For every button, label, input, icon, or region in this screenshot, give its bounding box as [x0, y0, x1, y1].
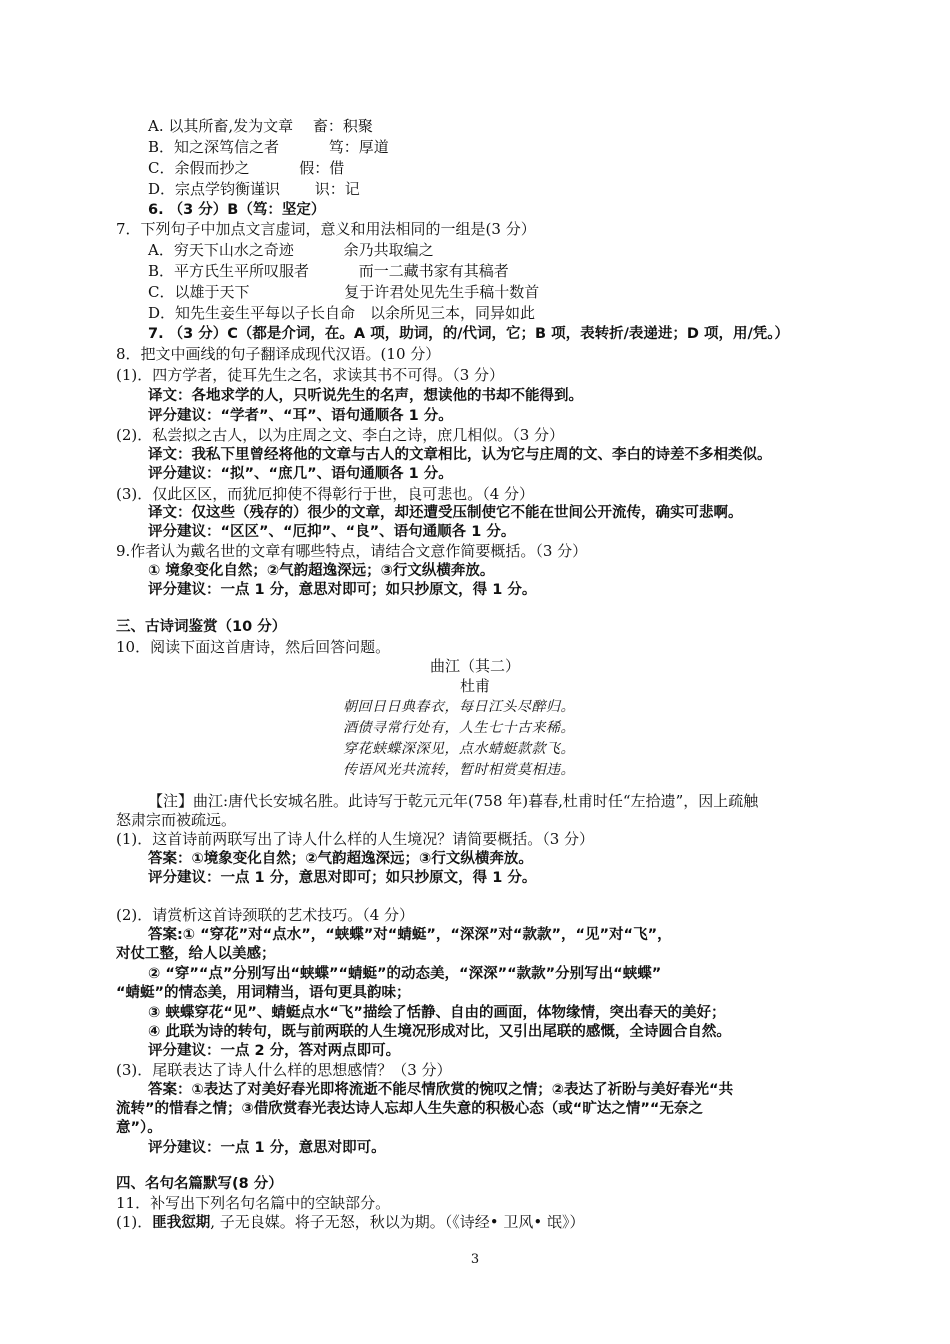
q11-part1	[116, 1212, 585, 1233]
q10-part1-answer: 答案：①境象变化自然；②气韵超逸深远；③行文纵横奔放。	[148, 851, 533, 867]
q6-option-c: C．余假而抄之 假：借	[148, 159, 345, 177]
poem-line-3: 穿花蛱蝶深深见，点水蜻蜓款款飞。	[343, 741, 575, 757]
q10-part3-answer-2: 流转”的惜春之情；③借欣赏春光表达诗人忘却人生失意的积极心态（或“旷达之情”“无奈之	[116, 1101, 703, 1117]
q10-part2-answer-1a: 答案:① “穿花”对“点水”，“蛱蝶”对“蜻蜓”，“深深”对“款款”，“见”对“飞”，	[148, 927, 672, 943]
q10-part2-answer-4: ④ 此联为诗的转句，既与前两联的人生境况形成对比，又引出尾联的感慨，全诗圆合自然。	[148, 1024, 731, 1040]
q10-part2-answer-3: ③ 蛱蝶穿花“见”、蜻蜓点水“飞”描绘了恬静、自由的画面，体物缘情，突出春天的美好；	[148, 1005, 726, 1021]
poem-note-line-1: 【注】曲江:唐代长安城名胜。此诗写于乾元元年(758 年)暮春,杜甫时任“左拾遗”，因上疏触	[148, 792, 759, 810]
q7-option-d: D．知先生妾生平每以子长自命 以余所见三本，同异如此	[148, 304, 536, 322]
q9-scoring: 评分建议：一点 1 分，意思对即可；如只抄原文，得 1 分。	[148, 582, 537, 598]
q6-answer: 6. （3 分）B（笃：坚定）	[148, 202, 326, 218]
q8-part3-question: (3)．仅此区区，而犹厄抑使不得彰行于世，良可悲也。（4 分）	[116, 485, 535, 503]
q10-part2-answer-1b: 对仗工整，给人以美感；	[116, 946, 276, 962]
q10-part2-answer-2b: “蜻蜓”的情态美，用词精当，语句更具韵味；	[116, 985, 411, 1001]
poem-author: 杜甫	[459, 677, 490, 695]
q10-part3-question: (3)．尾联表达了诗人什么样的思想感情？（3 分）	[116, 1061, 452, 1079]
section3-heading: 三、古诗词鉴赏（10 分）	[116, 619, 287, 635]
q8-part1-question: (1)．四方学者，徒耳先生之名，求读其书不可得。（3 分）	[116, 366, 505, 384]
q10-part1-scoring: 评分建议：一点 1 分，意思对即可；如只抄原文，得 1 分。	[148, 870, 537, 886]
q10-part2-answer-2a: ② “穿”“点”分别写出“蛱蝶”“蜻蜓”的动态美，“深深”“款款”分别写出“蛱蝶”	[148, 966, 662, 982]
q8-part1-scoring: 评分建议：“学者”、“耳”、语句通顺各 1 分。	[148, 408, 453, 424]
poem-line-4: 传语风光共流转，暂时相赏莫相违。	[343, 762, 575, 778]
poem-title: 曲江（其二）	[429, 657, 520, 675]
q7-option-b: B．平方氏生平所叹服者 而一二藏书家有其稿者	[148, 262, 509, 280]
q10-part2-question: (2)．请赏析这首诗颈联的艺术技巧。（4 分）	[116, 906, 415, 924]
q11-part1-rest: , 子无良媒。将子无怒，秋以为期。（《诗经• 卫风• 氓》）	[210, 1213, 585, 1231]
section4-heading: 四、名句名篇默写(8 分）	[116, 1176, 283, 1192]
q9-answer: ① 境象变化自然；②气韵超逸深远；③行文纵横奔放。	[148, 563, 495, 579]
q10-part3-answer-3: 意”）。	[116, 1120, 162, 1136]
q8-part3-translation: 译文：仅这些（残存的）很少的文章，却还遭受压制使它不能在世间公开流传，确实可悲啊。	[148, 505, 743, 521]
q8-part2-translation: 译文：我私下里曾经将他的文章与古人的文章相比，认为它与庄周的文、李白的诗差不多相类似。	[148, 447, 772, 463]
q6-option-a: A. 以其所畜,发为文章 畜：积聚	[148, 117, 373, 135]
poem-line-1: 朝回日日典春衣，每日江头尽醉归。	[343, 699, 575, 715]
q8-part2-question: (2)．私尝拟之古人，以为庄周之文、李白之诗，庶几相似。（3 分）	[116, 426, 565, 444]
q10-part1-question: (1)．这首诗前两联写出了诗人什么样的人生境况？请简要概括。（3 分）	[116, 830, 595, 848]
poem-line-2: 酒债寻常行处有，人生七十古来稀。	[343, 720, 575, 736]
q9-stem: 9.作者认为戴名世的文章有哪些特点，请结合文意作简要概括。（3 分）	[116, 542, 588, 560]
q10-part3-answer-1: 答案：①表达了对美好春光即将流逝不能尽情欣赏的惋叹之情；②表达了祈盼与美好春光“共	[148, 1082, 734, 1098]
q7-option-c: C．以雄于天下 复于许君处见先生手稿十数首	[148, 283, 540, 301]
q10-part2-scoring: 评分建议：一点 2 分，答对两点即可。	[148, 1043, 401, 1059]
q8-part3-scoring: 评分建议：“区区”、“厄抑”、“良”、语句通顺各 1 分。	[148, 524, 516, 540]
q7-stem: 7．下列句子中加点文言虚词，意义和用法相同的一组是(3 分）	[116, 220, 536, 238]
q10-part3-scoring: 评分建议：一点 1 分，意思对即可。	[148, 1140, 386, 1156]
q8-part1-translation: 译文：各地求学的人，只听说先生的名声，想读他的书却不能得到。	[148, 388, 583, 404]
q11-part1-number: (1)．	[116, 1213, 153, 1231]
q6-option-b: B．知之深笃信之者 笃：厚道	[148, 138, 389, 156]
q8-stem: 8．把文中画线的句子翻译成现代汉语。(10 分）	[116, 345, 441, 363]
q11-stem: 11．补写出下列名句名篇中的空缺部分。	[116, 1194, 391, 1212]
q7-option-a: A．穷天下山水之奇迹 余乃共取编之	[148, 241, 434, 259]
q6-option-d: D．宗点学钧衡谨识 识：记	[148, 180, 360, 198]
poem-note-line-2: 怒肃宗而被疏远。	[116, 811, 237, 829]
q10-stem: 10．阅读下面这首唐诗，然后回答问题。	[116, 638, 391, 656]
q11-part1-filled-answer: 匪我愆期	[152, 1215, 211, 1231]
q7-answer: 7. （3 分）C（都是介词，在。A 项，助词，的/代词，它；B 项，表转折/表递进；D 项，用/凭。）	[148, 326, 790, 342]
page-number: 3	[470, 1252, 480, 1267]
q8-part2-scoring: 评分建议：“拟”、“庶几”、语句通顺各 1 分。	[148, 466, 453, 482]
